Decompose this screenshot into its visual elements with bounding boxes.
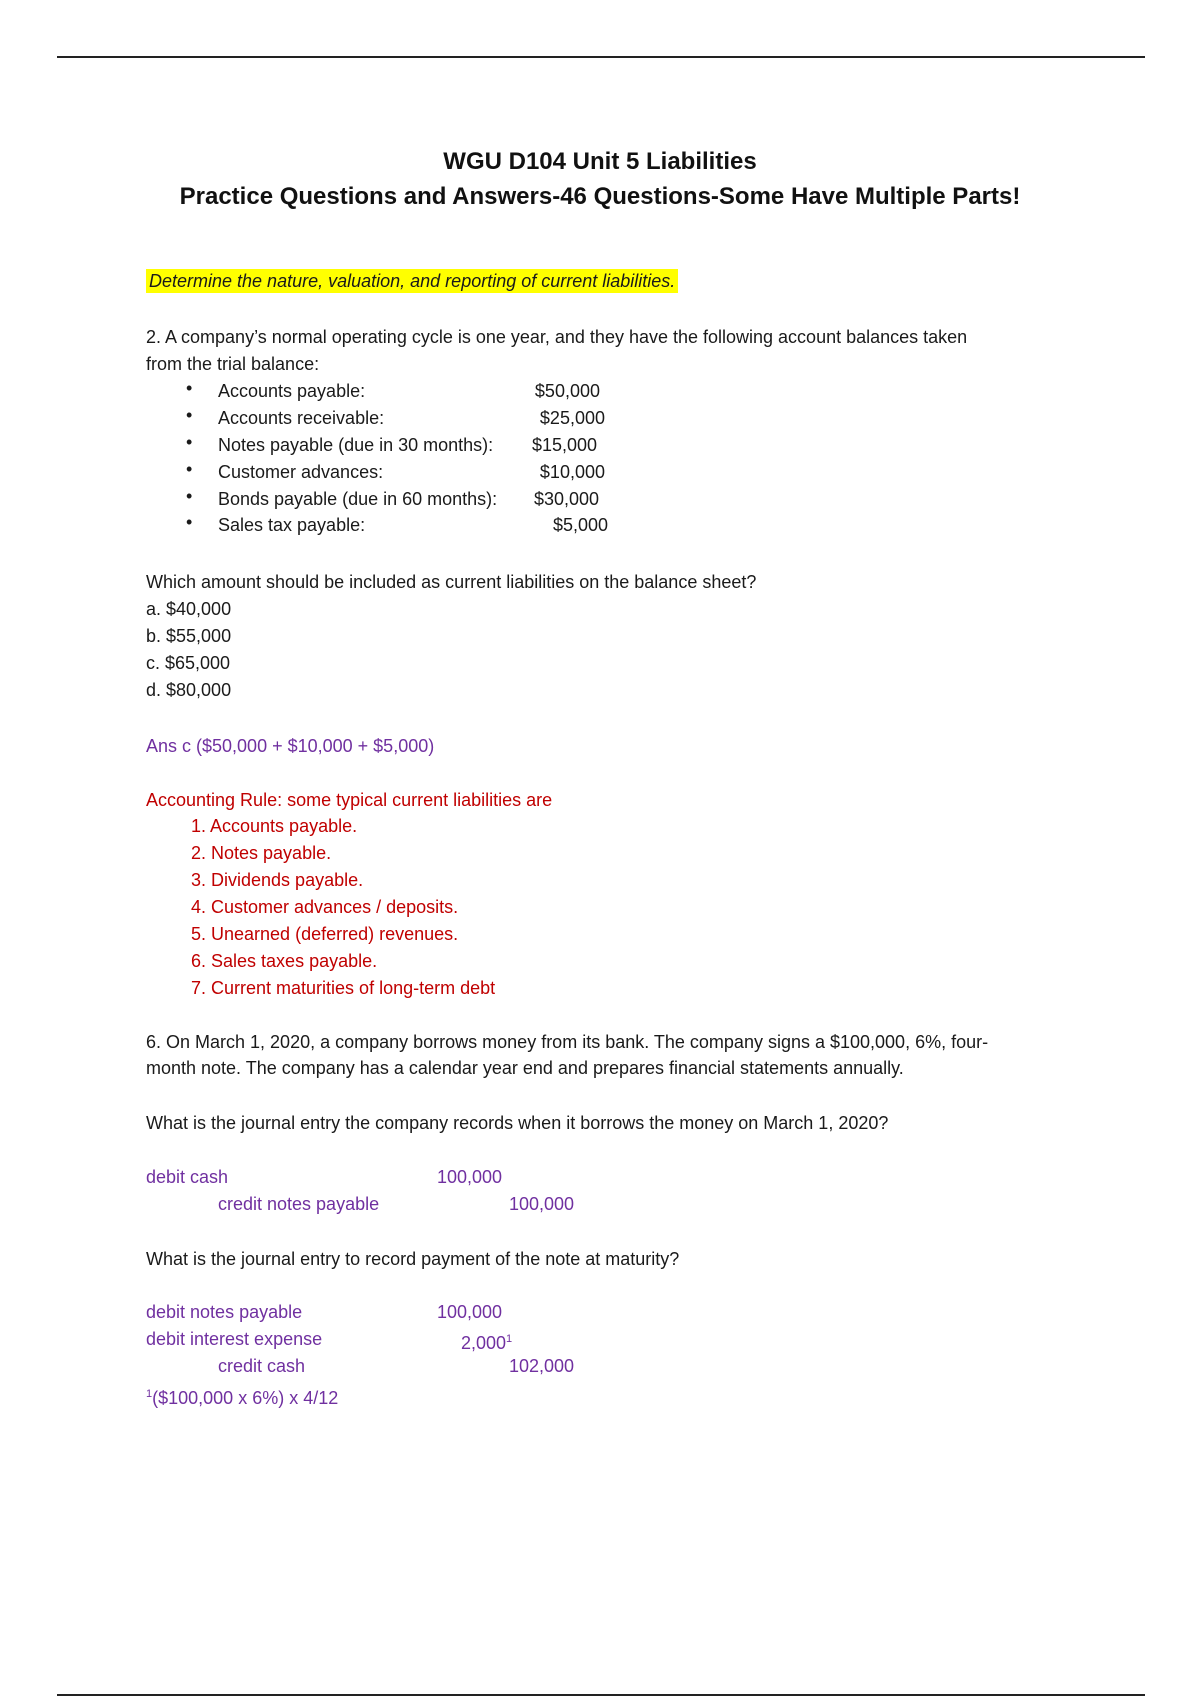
bullet-icon: • bbox=[186, 378, 193, 398]
entry-debit-label: debit interest expense bbox=[146, 1329, 323, 1349]
list-item: 4. Customer advances / deposits. bbox=[191, 897, 459, 917]
page-subtitle: Practice Questions and Answers-46 Questions-Some Have Multiple Parts! bbox=[179, 183, 1021, 210]
bullet-icon: • bbox=[186, 432, 193, 452]
balance-label: Sales tax payable: bbox=[218, 515, 366, 535]
q2-prompt-line2: from the trial balance: bbox=[146, 354, 320, 374]
entry-debit-label: debit cash bbox=[146, 1167, 229, 1187]
q6-question-2: What is the journal entry to record payment of the note at maturity? bbox=[146, 1249, 680, 1269]
footnote-marker: 1 bbox=[506, 1333, 513, 1345]
list-item: 2. Notes payable. bbox=[191, 843, 332, 863]
entry-credit-amount: 102,000 bbox=[509, 1356, 575, 1376]
list-item: 7. Current maturities of long-term debt bbox=[191, 978, 496, 998]
q6-prompt-line2: month note. The company has a calendar year end and prepares financial statements annually. bbox=[146, 1058, 904, 1078]
bullet-icon: • bbox=[186, 512, 193, 532]
option-b: b. $55,000 bbox=[146, 626, 232, 646]
entry-credit-label: credit notes payable bbox=[218, 1194, 380, 1214]
rule-heading: Accounting Rule: some typical current liabilities are bbox=[146, 790, 553, 810]
q2-answer: Ans c ($50,000 + $10,000 + $5,000) bbox=[146, 736, 435, 756]
balance-amount: $25,000 bbox=[539, 408, 605, 428]
bottom-rule bbox=[57, 1694, 1145, 1696]
balance-amount: $15,000 bbox=[532, 435, 598, 455]
q6-question-1: What is the journal entry the company records when it borrows the money on March 1, 2020? bbox=[146, 1113, 889, 1133]
entry-debit-label: debit notes payable bbox=[146, 1302, 303, 1322]
balance-label: Accounts payable: bbox=[218, 381, 366, 401]
interest-amount: 2,000 bbox=[461, 1333, 507, 1353]
entry-credit-label: credit cash bbox=[218, 1356, 306, 1376]
q2-prompt-line1: 2. A company’s normal operating cycle is one year, and they have the following account balances taken bbox=[146, 327, 968, 347]
entry-debit-amount: 100,000 bbox=[437, 1167, 503, 1187]
balance-amount: $50,000 bbox=[534, 381, 600, 401]
option-c: c. $65,000 bbox=[146, 653, 231, 673]
list-item: 6. Sales taxes payable. bbox=[191, 951, 378, 971]
learning-objective bbox=[146, 270, 678, 292]
list-item: 3. Dividends payable. bbox=[191, 870, 364, 890]
option-d: d. $80,000 bbox=[146, 680, 232, 700]
bullet-icon: • bbox=[186, 459, 193, 479]
page-title: WGU D104 Unit 5 Liabilities bbox=[443, 148, 757, 175]
q2-question: Which amount should be included as current liabilities on the balance sheet? bbox=[146, 572, 757, 592]
objective-highlight: Determine the nature, valuation, and reporting of current liabilities. bbox=[146, 269, 678, 293]
balance-amount: $5,000 bbox=[552, 515, 608, 535]
footnote-text: ($100,000 x 6%) x 4/12 bbox=[152, 1388, 339, 1408]
entry-debit-amount bbox=[461, 1328, 512, 1354]
balance-amount: $10,000 bbox=[539, 462, 605, 482]
option-a: a. $40,000 bbox=[146, 599, 232, 619]
balance-label: Customer advances: bbox=[218, 462, 384, 482]
entry-debit-amount: 100,000 bbox=[437, 1302, 503, 1322]
balance-label: Notes payable (due in 30 months): bbox=[218, 435, 494, 455]
balance-label: Accounts receivable: bbox=[218, 408, 385, 428]
entry-credit-amount: 100,000 bbox=[509, 1194, 575, 1214]
top-rule bbox=[57, 56, 1145, 58]
bullet-icon: • bbox=[186, 486, 193, 506]
bullet-icon: • bbox=[186, 405, 193, 425]
list-item: 1. Accounts payable. bbox=[191, 816, 358, 836]
balance-amount: $30,000 bbox=[534, 489, 600, 509]
list-item: 5. Unearned (deferred) revenues. bbox=[191, 924, 459, 944]
balance-label: Bonds payable (due in 60 months): bbox=[218, 489, 498, 509]
footnote bbox=[146, 1383, 338, 1409]
footnote-marker: 1 bbox=[146, 1388, 153, 1400]
q6-prompt-line1: 6. On March 1, 2020, a company borrows money from its bank. The company signs a $100,000, 6%, four- bbox=[146, 1032, 989, 1052]
